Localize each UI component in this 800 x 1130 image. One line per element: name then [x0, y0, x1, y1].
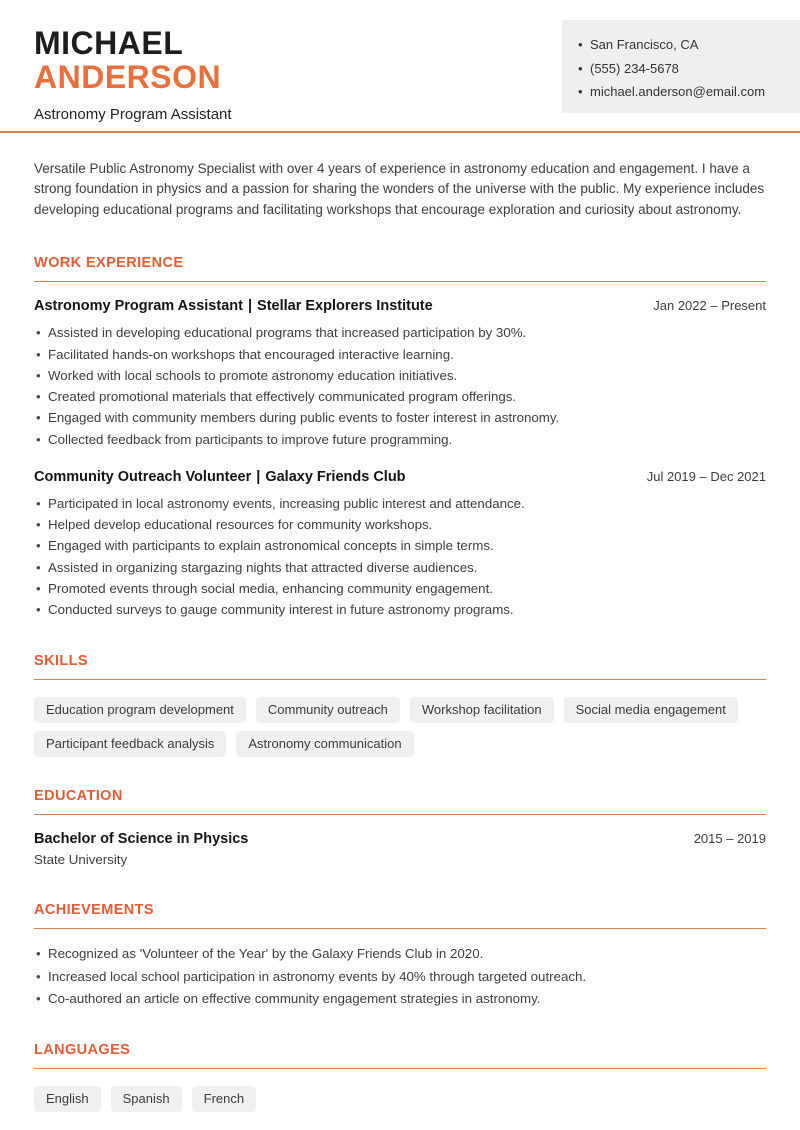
job-bullet: • Assisted in organizing stargazing nights that attracted diverse audiences. [34, 560, 766, 576]
education-title: EDUCATION [34, 788, 123, 805]
achievement-bullet: • Co-authored an article on effective community engagement strategies in astronomy. [34, 991, 766, 1007]
languages-pill-list [34, 1086, 766, 1112]
skills-pill-list [34, 697, 766, 757]
job-bullet-list [34, 325, 766, 447]
achievements-list [34, 946, 766, 1007]
achievement-bullet: • Increased local school participation in astronomy events by 40% through targeted outreach. [34, 969, 766, 985]
contact-phone: • (555) 234-5678 [578, 57, 786, 81]
skill-pill: Education program development [34, 697, 246, 723]
role-company-separator: | [256, 468, 261, 485]
skill-pill: Participant feedback analysis [34, 731, 226, 757]
job-entry [34, 298, 766, 447]
education-degree: Bachelor of Science in Physics [34, 831, 249, 848]
job-role: Astronomy Program Assistant [34, 298, 243, 315]
job-bullet: • Helped develop educational resources for community workshops. [34, 517, 766, 533]
contact-email: • michael.anderson@email.com [578, 80, 786, 104]
job-title-line [34, 469, 406, 485]
job-bullet-list [34, 496, 766, 618]
job-header [34, 469, 766, 485]
section-education [34, 788, 766, 867]
job-bullet: • Created promotional materials that effectively communicated program offerings. [34, 389, 766, 405]
achievement-bullet: • Recognized as 'Volunteer of the Year' by the Galaxy Friends Club in 2020. [34, 946, 766, 962]
skill-pill: Social media engagement [564, 697, 738, 723]
section-divider [34, 679, 766, 680]
role-company-separator: | [247, 298, 253, 315]
languages-title: LANGUAGES [34, 1042, 131, 1059]
section-divider [34, 814, 766, 815]
candidate-job-title: Astronomy Program Assistant [34, 106, 232, 123]
language-pill: French [192, 1086, 256, 1112]
resume-header [0, 0, 800, 133]
section-work-experience [34, 255, 766, 618]
section-divider [34, 281, 766, 282]
education-school: State University [34, 852, 128, 868]
job-title-line [34, 298, 433, 314]
section-divider [34, 928, 766, 929]
job-bullet: • Conducted surveys to gauge community interest in future astronomy programs. [34, 602, 766, 618]
skill-pill: Community outreach [256, 697, 400, 723]
achievements-title: ACHIEVEMENTS [34, 902, 155, 919]
job-company: Galaxy Friends Club [265, 468, 406, 485]
job-bullet: • Participated in local astronomy events, increasing public interest and attendance. [34, 496, 766, 512]
job-bullet: • Collected feedback from participants to improve future programming. [34, 432, 766, 448]
section-languages [34, 1042, 766, 1112]
contact-list [578, 33, 786, 104]
resume-body [0, 159, 800, 1112]
job-bullet: • Engaged with community members during public events to foster interest in astronomy. [34, 410, 766, 426]
contact-location: • San Francisco, CA [578, 33, 786, 57]
job-dates: Jan 2022 – Present [653, 298, 766, 314]
language-pill: Spanish [111, 1086, 182, 1112]
job-bullet: • Assisted in developing educational programs that increased participation by 30%. [34, 325, 766, 341]
job-entry [34, 469, 766, 618]
contact-card [562, 20, 800, 113]
job-role: Community Outreach Volunteer [34, 468, 252, 485]
job-bullet: • Promoted events through social media, enhancing community engagement. [34, 581, 766, 597]
job-bullet: • Engaged with participants to explain astronomical concepts in simple terms. [34, 538, 766, 554]
education-dates: 2015 – 2019 [693, 831, 766, 847]
job-dates: Jul 2019 – Dec 2021 [646, 468, 766, 484]
education-header [34, 831, 766, 847]
work-experience-title: WORK EXPERIENCE [34, 255, 184, 272]
section-divider [34, 1068, 766, 1069]
skills-title: SKILLS [34, 653, 88, 670]
education-entry [34, 831, 766, 867]
section-skills [34, 653, 766, 757]
summary-paragraph: Versatile Public Astronomy Specialist with over 4 years of experience in astronomy education and engagement. I have a strong foundation in physics and a passion for sharing the wonders of the universe with the public. My experience includes developing educational programs and facilitating workshops that encourage exploration and curiosity about astronomy. [34, 161, 765, 217]
job-bullet: • Facilitated hands-on workshops that encouraged interactive learning. [34, 347, 766, 363]
job-company: Stellar Explorers Institute [257, 298, 433, 315]
job-header [34, 298, 766, 314]
last-name: ANDERSON [34, 59, 222, 95]
skill-pill: Astronomy communication [236, 731, 413, 757]
skill-pill: Workshop facilitation [410, 697, 554, 723]
first-name: MICHAEL [34, 25, 184, 61]
section-achievements [34, 902, 766, 1007]
language-pill: English [34, 1086, 101, 1112]
job-bullet: • Worked with local schools to promote astronomy education initiatives. [34, 368, 766, 384]
